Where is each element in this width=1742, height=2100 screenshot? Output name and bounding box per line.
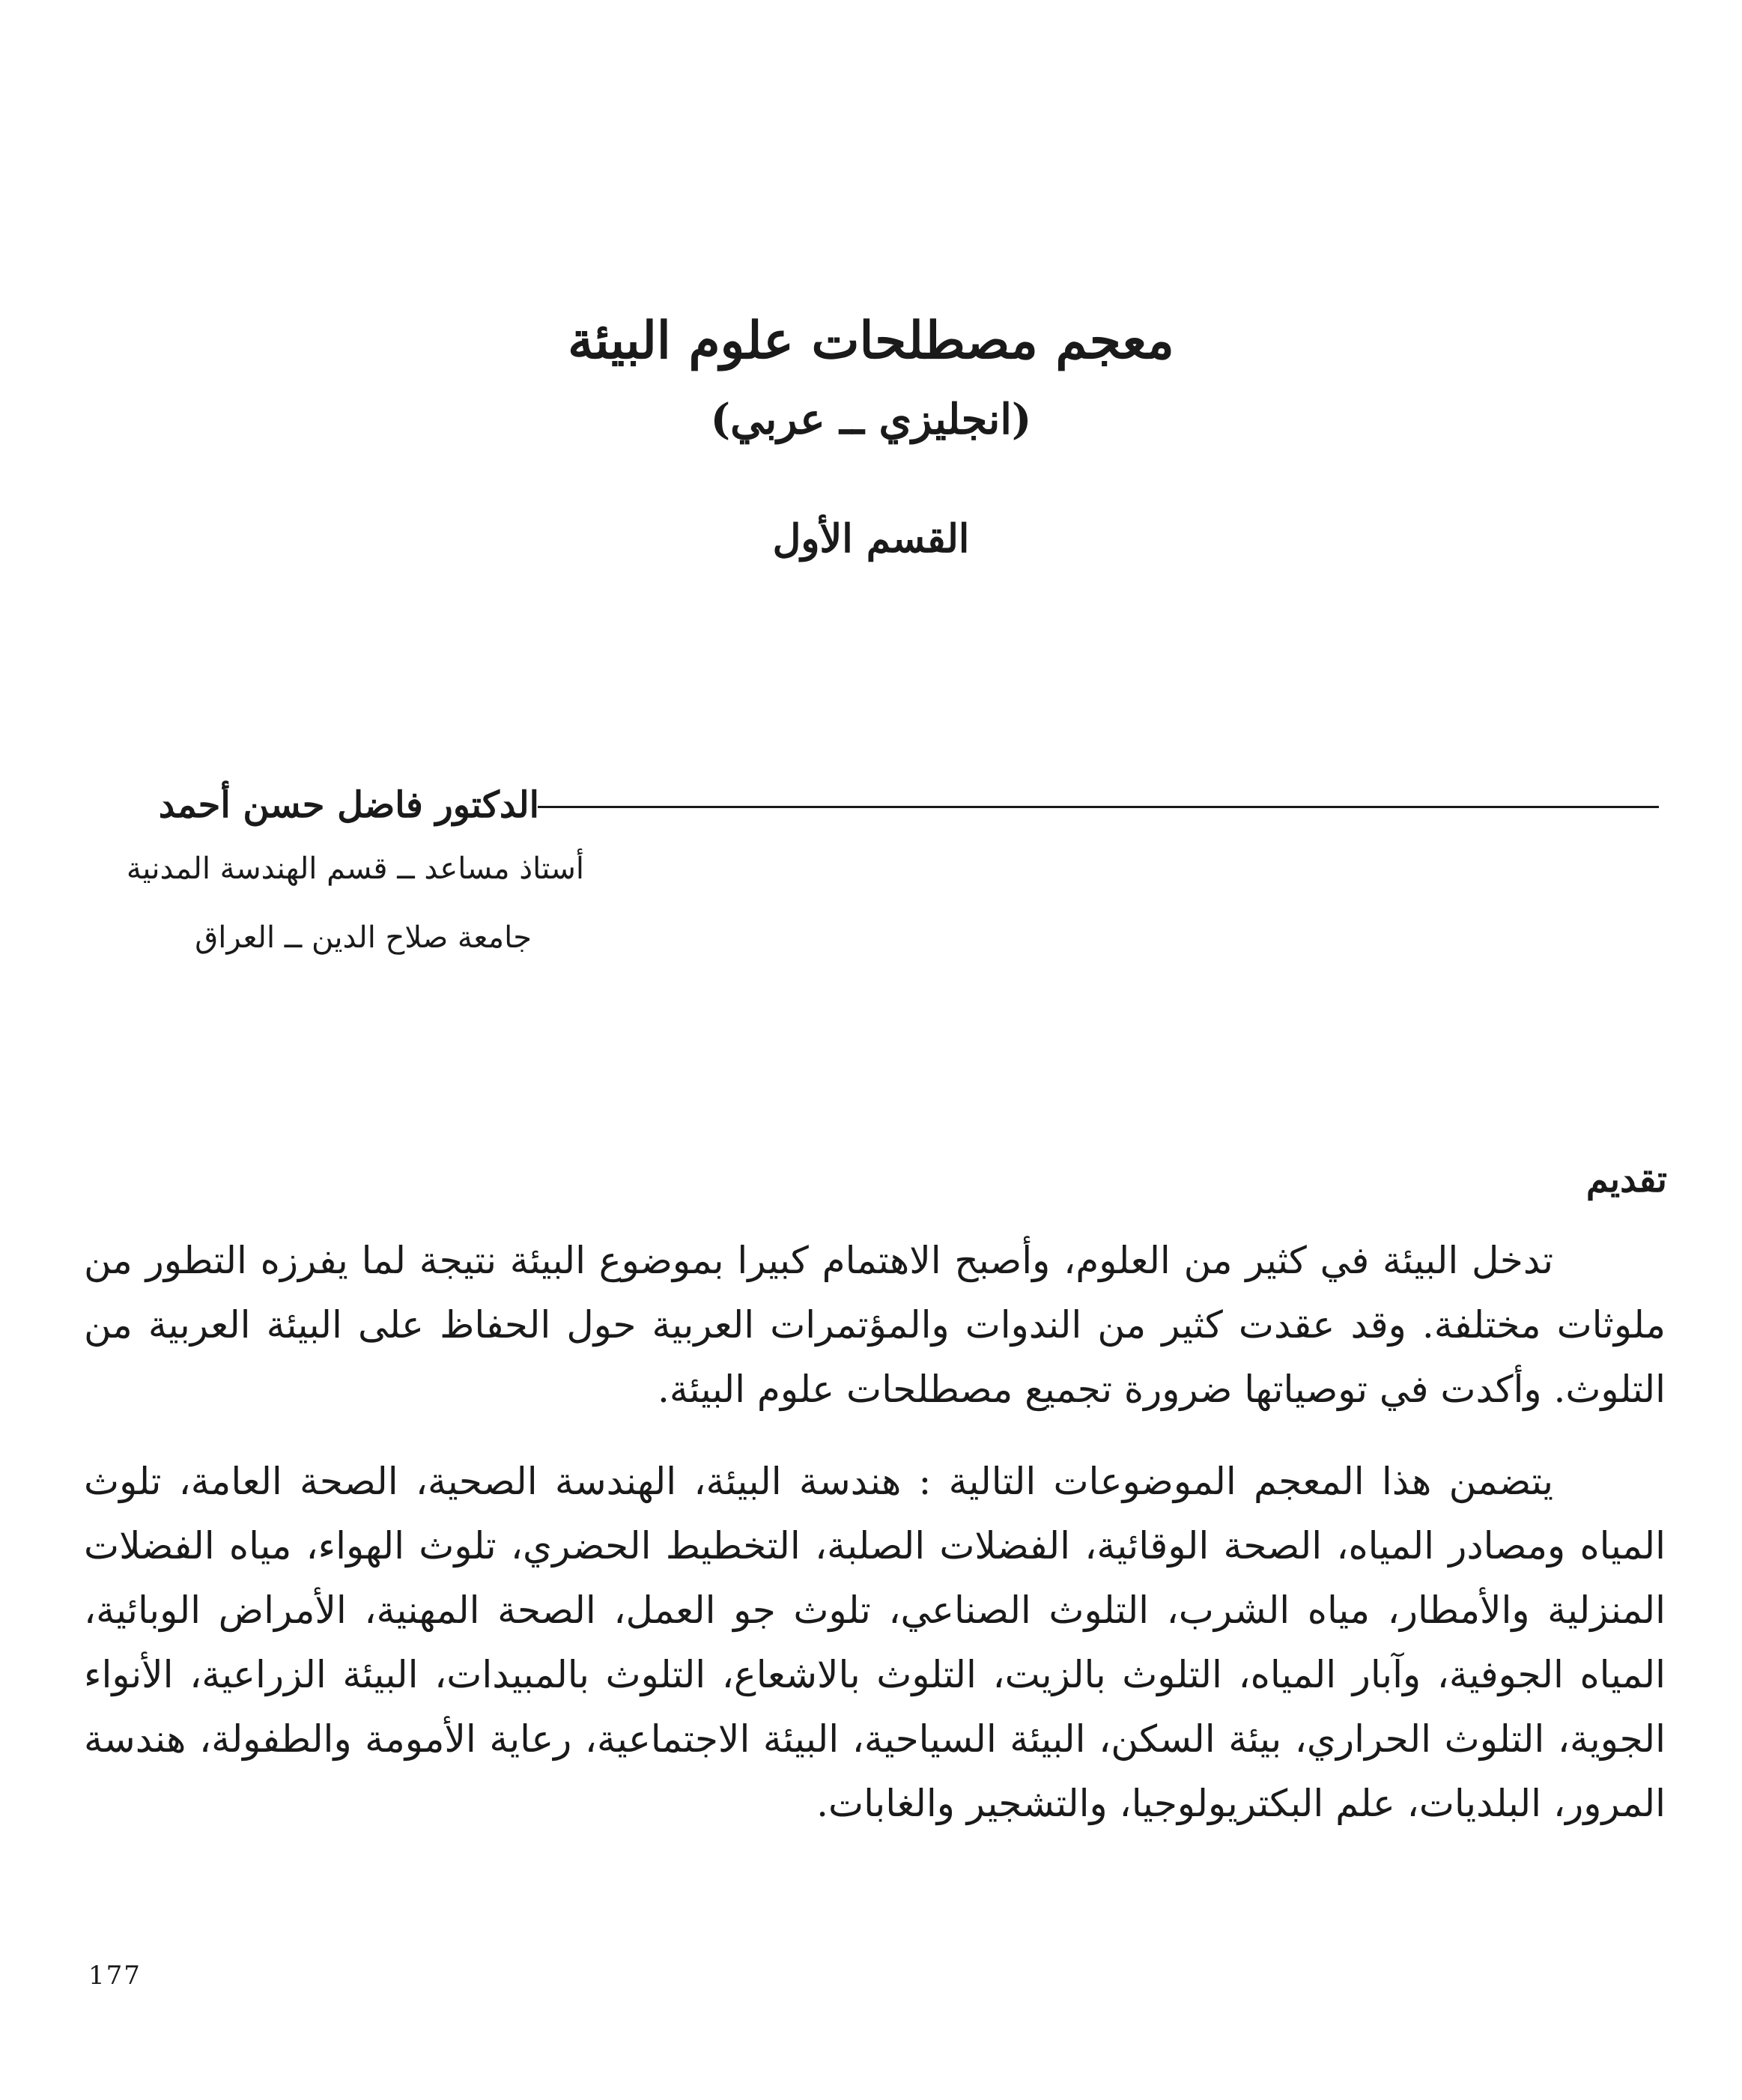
main-title: معجم مصطلحات علوم البيئة bbox=[568, 311, 1174, 371]
section-title: القسم الأول bbox=[772, 516, 970, 562]
author-name: الدكتور فاضل حسن أحمد bbox=[158, 784, 539, 826]
author-divider-line bbox=[538, 806, 1659, 808]
author-university: جامعة صلاح الدين ــ العراق bbox=[195, 920, 532, 955]
author-position: أستاذ مساعد ــ قسم الهندسة المدنية bbox=[126, 852, 584, 886]
language-subtitle: (انجليزي ــ عربي) bbox=[710, 395, 1032, 444]
introduction-heading: تقديم bbox=[1585, 1159, 1667, 1201]
page-number: 177 bbox=[88, 1961, 142, 1991]
introduction-paragraph-1: تدخل البيئة في كثير من العلوم، وأصبح الاهتمام كبيرا بموضوع البيئة نتيجة لما يفرزه التطور من ملوثات مختلفة. وقد عقدت كثير من الندوات والمؤتمرات العربية حول الحفاظ على البيئة العربية من التلوث. وأكدت في توصياتها ضرورة تجميع مصطلحات علوم البيئة. bbox=[84, 1239, 1666, 1411]
introduction-paragraph-2: يتضمن هذا المعجم الموضوعات التالية : هندسة البيئة، الهندسة الصحية، الصحة العامة، تلوث المياه ومصادر المياه، الصحة الوقائية، الفضلات الصلبة، التخطيط الحضري، تلوث الهواء، مياه الفضلات المنزلية والأمطار، مياه الشرب، التلوث الصناعي، تلوث جو العمل، الصحة المهنية، الأمراض الوبائية، المياه الجوفية، وآبار المياه، التلوث بالزيت، التلوث بالاشعاع، التلوث بالمبيدات، البيئة الزراعية، الأنواء الجوية، التلوث الحراري، بيئة السكن، البيئة السياحية، البيئة الاجتماعية، رعاية الأمومة والطفولة، هندسة المرور، البلديات، علم البكتريولوجيا، والتشجير والغابات. bbox=[84, 1460, 1666, 1825]
